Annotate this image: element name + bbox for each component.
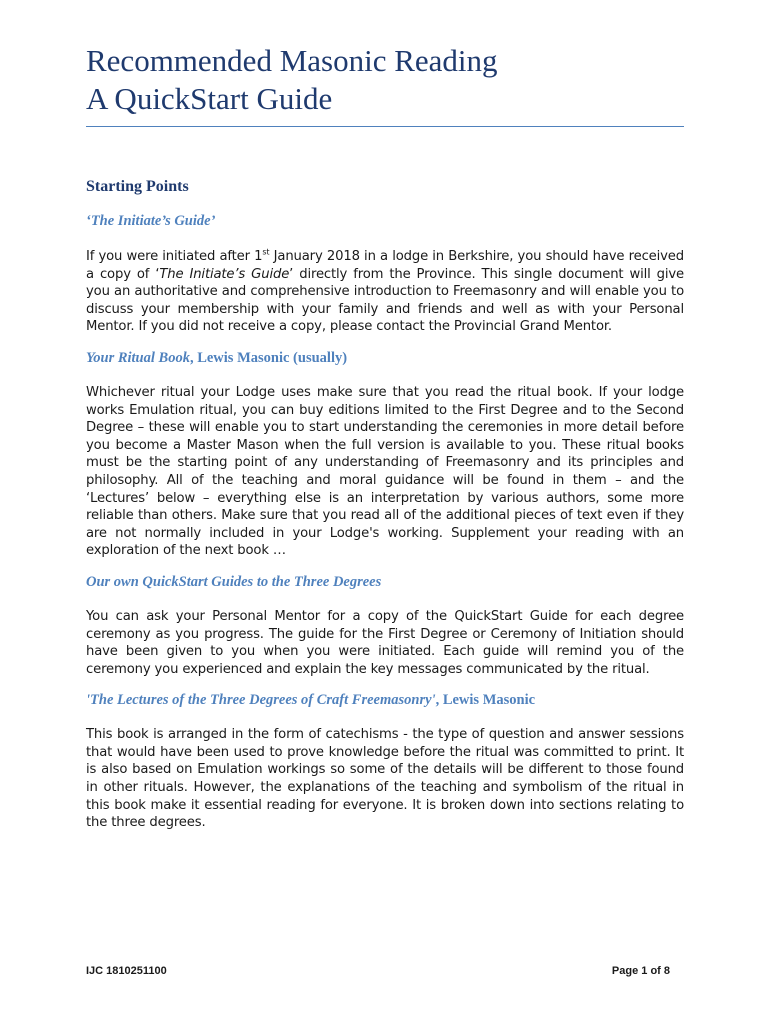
document-title [86, 42, 684, 118]
title-divider [86, 126, 684, 127]
heading-lectures [86, 690, 684, 710]
document-page [86, 42, 684, 832]
page-number: Page 1 of 8 [611, 965, 670, 977]
heading-quickstart-guides: Our own QuickStart Guides to the Three Degrees [86, 573, 382, 590]
heading-initiates-guide: ‘The Initiate’s Guide’ [86, 213, 216, 229]
paragraph-ritual-book: Whichever ritual your Lodge uses make sure that you read the ritual book. If your lodge works Emulation ritual, you can buy editions limited to the First Degree and to the Second Degree – these will enable you to start understanding the ceremonies in more detail before you become a Master Mason when the full version is available to you. These ritual books must be the starting point of any understanding of Freemasonry and its principles and philosophy. All of the teaching and moral guidance will be found in them – and the ‘Lectures’ below – everything else is an interpretation by various authors, some more reliable than others. Make sure that you read all of the additional pieces of text even if they are not normally included in your Lodge's working. Supplement your reading with an exploration of the next book … [86, 384, 684, 559]
text-segment: If you were initiated after 1 [86, 249, 263, 264]
heading-lectures-title: 'The Lectures of the Three Degrees of Craft Freemasonry' [86, 692, 436, 709]
paragraph-initiates-guide [86, 248, 684, 336]
text-segment: January 2018 in a lodge in Berkshire, you should have received a copy of ‘ [86, 249, 684, 282]
heading-ritual-book [86, 348, 684, 368]
document-reference: IJC 1810251100 [86, 965, 167, 977]
title-line-2: A QuickStart Guide [86, 81, 333, 116]
heading-lectures-publisher: , Lewis Masonic [435, 692, 536, 709]
paragraph-quickstart-guides: You can ask your Personal Mentor for a copy of the QuickStart Guide for each degree ceremony as you progress. The guide for the First Degree or Ceremony of Initiation should have been given to you when you were initiated. Each guide will remind you of the ceremony you experienced and explain the key messages communicated by the ritual. [86, 608, 684, 677]
section-heading-starting-points: Starting Points [86, 178, 189, 195]
text-segment: ’ directly from the Province. This single document will give you an authoritative and comprehensive introduction to Freemasonry and will enable you to discuss your membership with your family and friends and well as with your Personal Mentor. If you did not receive a copy, please contact the Provincial Grand Mentor. [86, 266, 685, 335]
ordinal-superscript: st [262, 247, 270, 257]
paragraph-lectures: This book is arranged in the form of catechisms - the type of question and answer sessions that would have been used to prove knowledge before the ritual was committed to print. It is also based on Emulation workings so some of the details will be different to those found in other rituals. However, the explanations of the teaching and symbolism of the ritual in this book make it essential reading for everyone. It is broken down into sections relating to the three degrees. [86, 727, 684, 831]
heading-ritual-book-title: Your Ritual Book [86, 349, 190, 366]
title-line-1: Recommended Masonic Reading [86, 43, 498, 78]
page-footer [86, 965, 670, 977]
heading-ritual-book-publisher: , Lewis Masonic (usually) [189, 349, 348, 366]
book-title-italic: The Initiate’s Guide [159, 266, 290, 282]
